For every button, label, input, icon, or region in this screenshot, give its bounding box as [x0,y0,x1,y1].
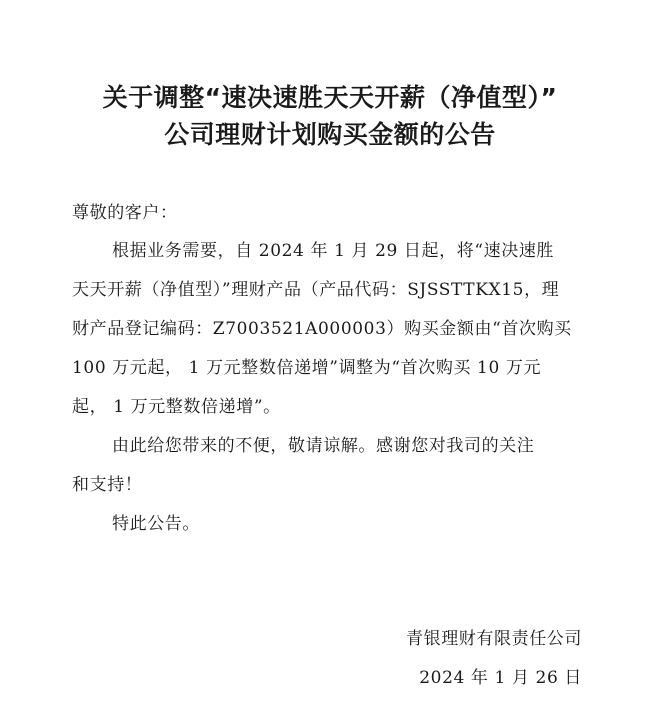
body-line-7: 和支持！ [72,475,143,495]
body-line-4: 100 万元起， 1 万元整数倍递增”调整为“首次购买 10 万元 [72,358,542,378]
closing-line: 特此公告。 [112,514,200,534]
salutation: 尊敬的客户： [72,203,178,223]
signature-company: 青银理财有限责任公司 [406,629,582,649]
body-line-2: 天天开薪（净值型）”理财产品（产品代码：SJSSTTKX15，理 [72,280,560,300]
body-line-3: 财产品登记编码：Z7003521A000003）购买金额由“首次购买 [72,319,572,339]
body-line-1: 根据业务需要，自 2024 年 1 月 29 日起，将“速决速胜 [112,241,555,261]
title-line-2: 公司理财计划购买金额的公告 [164,120,496,149]
title-line-1: 关于调整“速决速胜天天开薪（净值型）” [102,83,558,112]
signature-date: 2024 年 1 月 26 日 [419,668,582,688]
body-line-5: 起， 1 万元整数倍递增”。 [72,397,281,417]
body-line-6: 由此给您带来的不便，敬请谅解。感谢您对我司的关注 [112,436,535,456]
